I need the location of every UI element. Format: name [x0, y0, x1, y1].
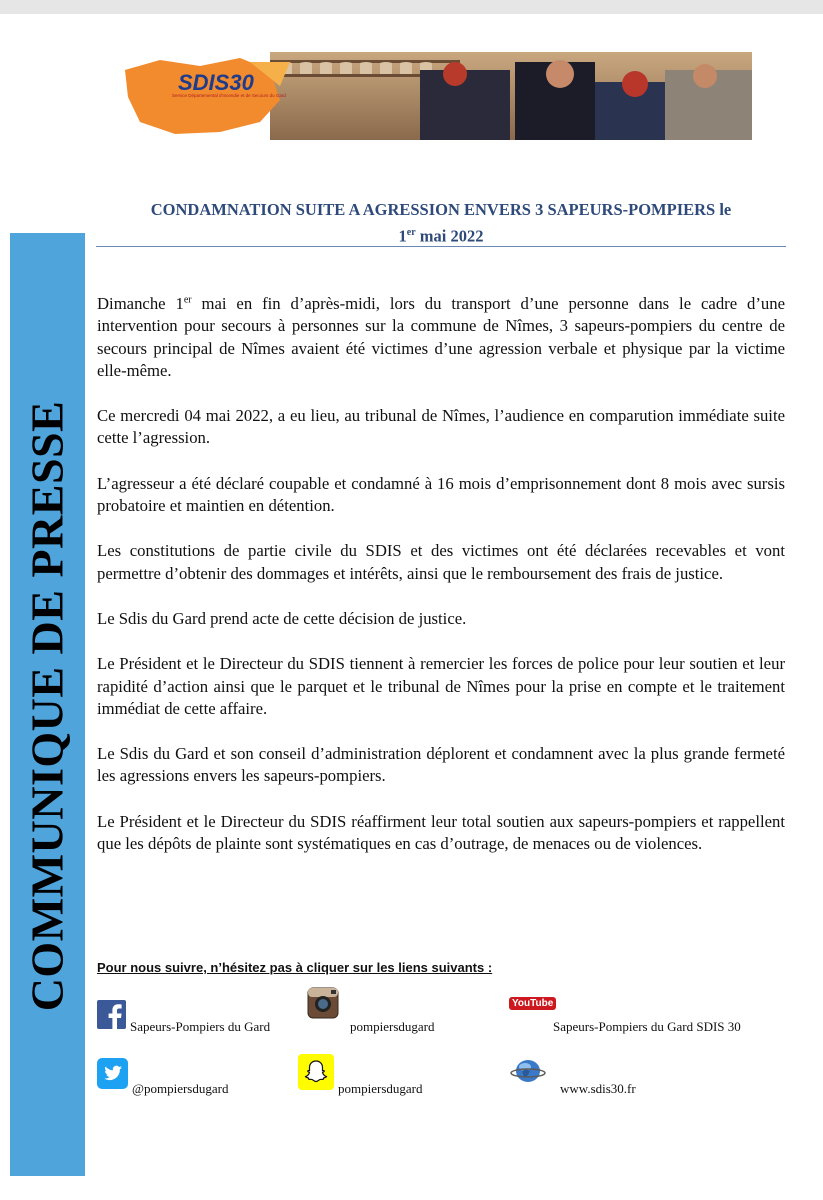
top-bar: [0, 0, 823, 14]
paragraph-5: Le Sdis du Gard prend acte de cette décision de justice.: [97, 608, 467, 628]
sdis30-logo-subtitle: Service Départemental d'Incendie et de Secours du Gard: [172, 93, 286, 98]
vertical-title: COMMUNIQUE DE PRESSE: [21, 400, 73, 1012]
follow-us-label: Pour nous suivre, n’hésitez pas à cliquer sur les liens suivants :: [97, 960, 493, 975]
paragraph-4: Les constitutions de partie civile du SDIS et des victimes ont été déclarées recevables et vont permettre d’obtenir des dommages et intérêts, ainsi que le remboursement des frais de justice.: [97, 541, 785, 583]
paragraph-1: Dimanche 1er mai en fin d’après-midi, lors du transport d’une personne dans le cadre d’une intervention pour secours à personnes sur la commune de Nîmes, 3 sapeurs-pompiers du centre de secours principal de Nîmes avaient été victimes d’une agression verbale et physique par la victime elle-même.: [97, 294, 786, 380]
twitter-link[interactable]: @pompiersdugard: [132, 1081, 229, 1096]
paragraph-3: L’agresseur a été déclaré coupable et condamné à 16 mois d’emprisonnement dont 8 mois avec sursis probatoire et maintien en détention.: [97, 473, 785, 516]
instagram-link[interactable]: pompiersdugard: [350, 1019, 435, 1034]
youtube-link[interactable]: Sapeurs-Pompiers du Gard SDIS 30: [553, 1019, 741, 1034]
paragraph-7: Le Sdis du Gard et son conseil d’administration déplorent et condamnent avec la plus grande fermeté les agressions envers les sapeurs-pompiers.: [97, 744, 785, 786]
facebook-link[interactable]: Sapeurs-Pompiers du Gard: [130, 1019, 271, 1034]
globe-icon[interactable]: [510, 1055, 546, 1085]
snapchat-icon[interactable]: [298, 1054, 334, 1090]
sdis30-logo-text: SDIS30: [178, 70, 254, 95]
title-divider: [96, 246, 786, 247]
press-release-title: [96, 198, 786, 248]
snapchat-link[interactable]: pompiersdugard: [338, 1081, 423, 1096]
instagram-icon[interactable]: [307, 987, 339, 1019]
press-release-body: [97, 293, 785, 878]
paragraph-8: Le Président et le Directeur du SDIS réaffirment leur total soutien aux sapeurs-pompiers et rappellent que les dépôts de plainte sont systématiques en cas d’outrage, de menaces ou de violences.: [97, 811, 785, 854]
youtube-icon[interactable]: YouTube: [509, 998, 556, 1009]
website-link[interactable]: www.sdis30.fr: [560, 1081, 636, 1096]
title-line-1: CONDAMNATION SUITE A AGRESSION ENVERS 3 SAPEURS-POMPIERS le: [150, 200, 732, 219]
paragraph-2: Ce mercredi 04 mai 2022, a eu lieu, au tribunal de Nîmes, l’audience en comparution immédiate suite cette l’agression.: [97, 406, 785, 448]
facebook-icon[interactable]: [97, 1000, 126, 1029]
title-line-2: 1er mai 2022: [398, 226, 484, 246]
paragraph-6: Le Président et le Directeur du SDIS tiennent à remercier les forces de police pour leur soutien et leur rapidité d’action ainsi que le parquet et le tribunal de Nîmes pour la prise en compte et le traitement immédiat de cette affaire.: [97, 654, 785, 718]
twitter-icon[interactable]: [97, 1058, 128, 1089]
